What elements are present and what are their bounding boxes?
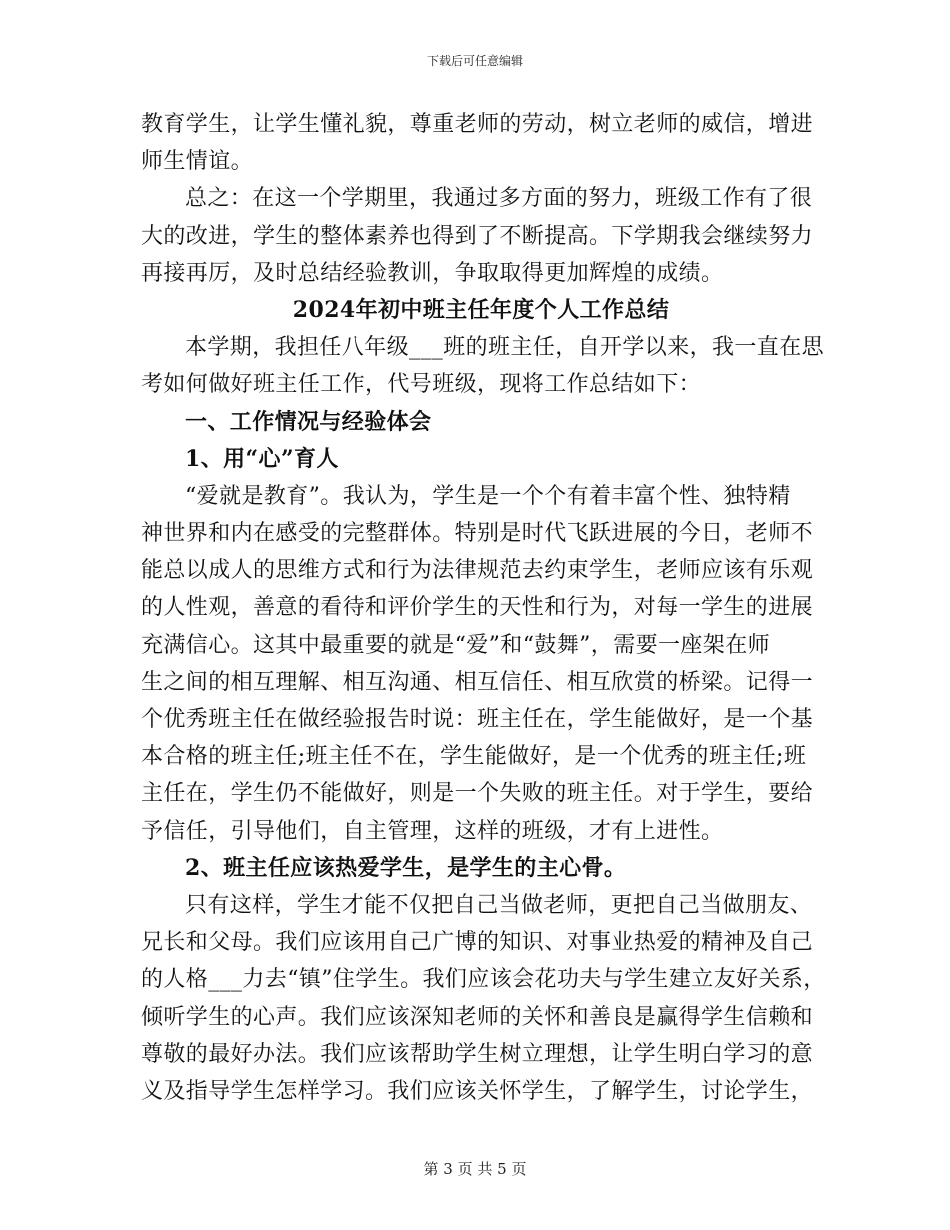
body-line: 兄长和父母。我们应该用自己广博的知识、对事业热爱的精神及自己: [141, 930, 814, 956]
body-line: 义及指导学生怎样学习。我们应该关怀学生，了解学生，讨论学生，: [141, 1078, 814, 1104]
body-line: 的人性观，善意的看待和评价学生的天性和行为，对每一学生的进展: [141, 595, 814, 621]
body-line: 的人格___力去“镇”住学生。我们应该会花功夫与学生建立友好关系，: [141, 967, 826, 993]
paragraph-love: “爱就是教育”。我认为，学生是一个个有着丰富个性、独特精: [185, 483, 791, 509]
body-line: 教育学生，让学生懂礼貌，尊重老师的劳动，树立老师的威信，增进: [141, 112, 814, 137]
body-line: 充满信心。这其中最重要的就是“爱”和“鼓舞”，需要一座架在师: [141, 632, 770, 658]
subheading-1: 1、用“心”育人: [185, 445, 339, 472]
body-line: 神世界和内在感受的完整群体。特别是时代飞跃进展的今日，老师不: [141, 521, 814, 547]
subheading-2: 2、班主任应该热爱学生，是学生的主心骨。: [185, 854, 627, 881]
body-line: 能总以成人的思维方式和行为法律规范去约束学生，老师应该有乐观: [141, 558, 814, 584]
body-line: 本合格的班主任;班主任不在，学生能做好，是一个优秀的班主任;班: [141, 744, 807, 770]
body-line: 考如何做好班主任工作，代号班级，现将工作总结如下：: [141, 372, 702, 398]
body-line: 大的改进，学生的整体素养也得到了不断提高。下学期我会继续努力: [141, 223, 814, 249]
body-line: 个优秀班主任在做经验报告时说：班主任在，学生能做好，是一个基: [141, 707, 814, 732]
body-line: 予信任，引导他们，自主管理，这样的班级，才有上进性。: [141, 818, 724, 844]
paragraph-intro: 本学期，我担任八年级___班的班主任，自开学以来，我一直在思: [185, 335, 825, 361]
body-line: 再接再厉，及时总结经验教训，争取取得更加辉煌的成绩。: [141, 260, 724, 286]
body-line: 尊敬的最好办法。我们应该帮助学生树立理想，让学生明白学习的意: [141, 1041, 814, 1067]
body-line: 主任在，学生仍不能做好，则是一个失败的班主任。对于学生，要给: [141, 781, 814, 807]
page-number: 第 3 页 共 5 页: [423, 1160, 527, 1178]
heading-1: 一、工作情况与经验体会: [185, 408, 432, 435]
body-line: 师生情谊。: [141, 149, 254, 175]
document-body: [141, 106, 826, 1110]
page-header: 下载后可任意编辑: [426, 54, 523, 68]
paragraph-summary: 总之：在这一个学期里，我通过多方面的努力，班级工作有了很: [185, 186, 813, 212]
body-line: 倾听学生的心声。我们应该深知老师的关怀和善良是赢得学生信赖和: [141, 1004, 814, 1030]
body-line: 生之间的相互理解、相互沟通、相互信任、相互欣赏的桥梁。记得一: [141, 669, 814, 695]
paragraph-backbone: 只有这样，学生才能不仅把自己当做老师，更把自己当做朋友、: [185, 892, 813, 918]
section-title: 2024年初中班主任年度个人工作总结: [292, 296, 670, 323]
